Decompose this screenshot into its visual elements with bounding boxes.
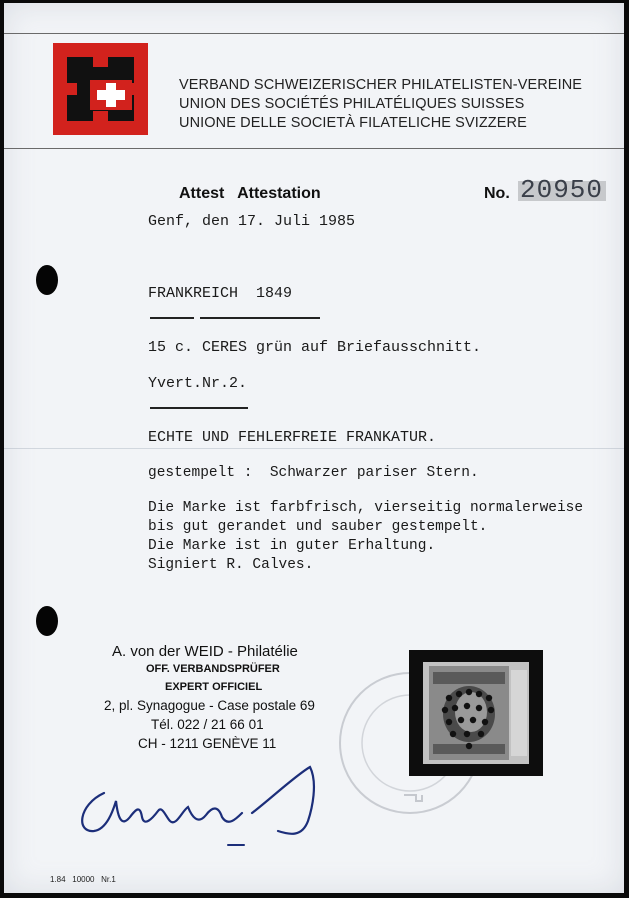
punch-hole-top xyxy=(36,265,58,295)
print-code: 1.84 10000 Nr.1 xyxy=(50,875,116,884)
punch-hole-bottom xyxy=(36,606,58,636)
description-line: Signiert R. Calves. xyxy=(148,557,314,573)
handwritten-signature xyxy=(72,761,342,861)
description-line: Die Marke ist in guter Erhaltung. xyxy=(148,538,436,554)
stamp-description: 15 c. CERES grün auf Briefausschnitt. xyxy=(148,339,482,356)
postage-stamp-mount xyxy=(409,650,543,776)
swiss-philatelic-logo xyxy=(53,43,148,135)
top-rule xyxy=(4,33,624,34)
expert-city: CH - 1211 GENÈVE 11 xyxy=(138,736,277,751)
certificate-number: 20950 xyxy=(520,175,604,205)
verdict: ECHTE UND FEHLERFREIE FRANKATUR. xyxy=(148,429,437,446)
underline xyxy=(150,317,194,319)
certificate-sheet xyxy=(4,3,624,893)
org-name-fr: UNION DES SOCIÉTÉS PHILATÉLIQUES SUISSES xyxy=(179,96,525,112)
underline xyxy=(150,407,248,409)
expert-role-fr: EXPERT OFFICIEL xyxy=(165,681,263,693)
certificate-number-label: No. xyxy=(484,185,510,202)
underline xyxy=(200,317,320,319)
expert-phone: Tél. 022 / 21 66 01 xyxy=(151,717,264,732)
expert-name: A. von der WEID - Philatélie xyxy=(112,643,298,660)
catalogue-number: Yvert.Nr.2. xyxy=(148,375,248,392)
certificate-number-box xyxy=(518,175,612,205)
ceres-stamp-image xyxy=(423,662,529,764)
certificate-title: Attest Attestation xyxy=(179,185,321,202)
ceres-stamp-icon xyxy=(423,662,529,764)
expert-role-de: OFF. VERBANDSPRÜFER xyxy=(146,663,280,675)
logo-emblem-icon xyxy=(53,43,148,135)
org-name-de: VERBAND SCHWEIZERISCHER PHILATELISTEN-VEREINE xyxy=(179,77,583,93)
description-line: bis gut gerandet und sauber gestempelt. xyxy=(148,519,488,535)
fold-line xyxy=(4,448,624,449)
header-rule xyxy=(4,148,624,149)
cancellation: gestempelt : Schwarzer pariser Stern. xyxy=(148,465,479,481)
expert-address: 2, pl. Synagogue - Case postale 69 xyxy=(104,698,315,713)
country-year: FRANKREICH 1849 xyxy=(148,285,293,302)
description-line: Die Marke ist farbfrisch, vierseitig normalerweise xyxy=(148,500,584,516)
org-name-it: UNIONE DELLE SOCIETÀ FILATELICHE SVIZZERE xyxy=(179,115,527,131)
place-date: Genf, den 17. Juli 1985 xyxy=(148,213,356,230)
